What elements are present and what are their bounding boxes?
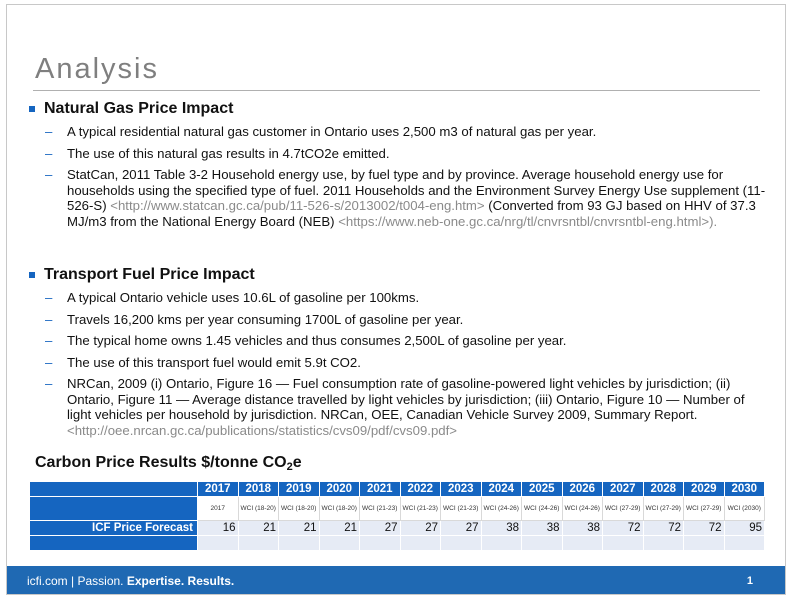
footer-results: Results. bbox=[184, 574, 235, 588]
dash-bullet-icon: – bbox=[45, 124, 53, 139]
item-text bbox=[67, 376, 769, 438]
forecast-value-cell: 21 bbox=[279, 521, 320, 536]
item-text: The use of this transport fuel would emit 5.9t CO2. bbox=[67, 354, 361, 370]
wci-cell: WCI (27-29) bbox=[643, 497, 684, 521]
empty-label-cell bbox=[30, 536, 198, 551]
square-bullet-icon bbox=[29, 106, 35, 112]
wci-cell: WCI (24-26) bbox=[522, 497, 563, 521]
year-cell: 2017 bbox=[198, 482, 239, 497]
forecast-value-cell: 38 bbox=[522, 521, 563, 536]
square-bullet-icon bbox=[29, 272, 35, 278]
source-text: StatCan, 2011 Table 3-2 Household energy use, by fuel type and by province. Average household energy use for households using the specified type of fuel. 2011 Households and the Environment Survey Energy Use supplement (11-526-S) bbox=[67, 167, 766, 213]
year-cell: 2023 bbox=[441, 482, 482, 497]
wci-cell: WCI (21-23) bbox=[400, 497, 441, 521]
footer-separator: | bbox=[67, 574, 78, 588]
forecast-value-cell: 27 bbox=[441, 521, 482, 536]
dash-bullet-icon: – bbox=[45, 167, 53, 182]
empty-cell bbox=[562, 536, 603, 551]
empty-cell bbox=[684, 536, 725, 551]
list-item bbox=[45, 124, 769, 140]
dash-bullet-icon: – bbox=[45, 333, 53, 348]
list-item bbox=[45, 376, 769, 438]
year-cell: 2022 bbox=[400, 482, 441, 497]
item-text bbox=[67, 167, 769, 229]
dash-bullet-icon: – bbox=[45, 354, 53, 370]
forecast-value-cell: 38 bbox=[562, 521, 603, 536]
wci-cell: WCI (24-26) bbox=[562, 497, 603, 521]
year-cell: 2027 bbox=[603, 482, 644, 497]
item-text: The use of this natural gas results in 4.7tCO2e emitted. bbox=[67, 145, 390, 161]
wci-cell: 2017 bbox=[198, 497, 239, 521]
year-cell: 2030 bbox=[724, 482, 765, 497]
year-cell: 2018 bbox=[238, 482, 279, 497]
source-text: (Converted from 93 GJ based on HHV of 37.3 MJ/m3 from the National Energy Board (NEB) bbox=[67, 198, 756, 229]
wci-cell: WCI (18-20) bbox=[319, 497, 360, 521]
empty-cell bbox=[481, 536, 522, 551]
source-link[interactable]: <http://oee.nrcan.gc.ca/publications/statistics/cvs09/pdf/cvs09.pdf> bbox=[67, 422, 457, 438]
item-text: A typical residential natural gas customer in Ontario uses 2,500 m3 of natural gas per year. bbox=[67, 124, 597, 139]
source-text: NRCan, 2009 (i) Ontario, Figure 16 — Fuel consumption rate of gasoline-powered light vehicles by jurisdiction; (ii) Ontario, Figure 11 — Average distance travelled by light vehicles by jurisdiction; (iii) Ontario, Figure 10 — Number of light vehicles per household by jurisdiction. NRCan, OEE, Canadian Vehicle Survey 2009, Summary Report. bbox=[67, 376, 745, 422]
forecast-value-cell: 38 bbox=[481, 521, 522, 536]
section-transport-fuel bbox=[29, 264, 769, 444]
year-cell: 2020 bbox=[319, 482, 360, 497]
footer-bar bbox=[7, 566, 786, 595]
results-heading-subscript: 2 bbox=[286, 461, 293, 473]
empty-cell bbox=[400, 536, 441, 551]
slide bbox=[6, 4, 786, 595]
forecast-row bbox=[30, 521, 765, 536]
dash-bullet-icon: – bbox=[45, 376, 53, 391]
page-title: Analysis bbox=[35, 53, 159, 85]
title-divider bbox=[33, 90, 760, 91]
year-cell: 2019 bbox=[279, 482, 320, 497]
empty-row bbox=[30, 536, 765, 551]
empty-cell bbox=[441, 536, 482, 551]
wci-cell: WCI (21-23) bbox=[441, 497, 482, 521]
source-link[interactable]: <https://www.neb-one.gc.ca/nrg/tl/cnvrsntbl/cnvrsntbl-eng.html>). bbox=[338, 213, 718, 229]
year-header-row bbox=[30, 482, 765, 497]
empty-cell bbox=[522, 536, 563, 551]
forecast-value-cell: 95 bbox=[724, 521, 765, 536]
year-cell: 2024 bbox=[481, 482, 522, 497]
item-text: The typical home owns 1.45 vehicles and thus consumes 2,500L of gasoline per year. bbox=[67, 333, 567, 348]
year-cell: 2021 bbox=[360, 482, 401, 497]
forecast-value-cell: 21 bbox=[238, 521, 279, 536]
forecast-value-cell: 27 bbox=[400, 521, 441, 536]
dash-bullet-icon: – bbox=[45, 311, 53, 327]
results-heading-main: Carbon Price Results $/tonne CO bbox=[35, 454, 287, 471]
forecast-label: ICF Price Forecast bbox=[30, 521, 198, 536]
wci-cell: WCI (27-29) bbox=[603, 497, 644, 521]
results-heading-tail: e bbox=[292, 454, 302, 471]
empty-cell bbox=[279, 536, 320, 551]
wci-cell: WCI (2030) bbox=[724, 497, 765, 521]
list-item bbox=[45, 290, 769, 306]
footer-site: icfi.com bbox=[27, 574, 68, 588]
wci-cell: WCI (24-26) bbox=[481, 497, 522, 521]
section-natural-gas bbox=[29, 98, 769, 235]
forecast-value-cell: 16 bbox=[198, 521, 239, 536]
list-item bbox=[45, 312, 769, 328]
section-heading bbox=[29, 98, 769, 120]
empty-cell bbox=[238, 536, 279, 551]
page-number: 1 bbox=[746, 575, 753, 587]
footer-passion: Passion. bbox=[77, 574, 127, 588]
footer-expertise: Expertise. bbox=[126, 574, 185, 588]
empty-cell bbox=[198, 536, 239, 551]
empty-cell bbox=[319, 536, 360, 551]
forecast-value-cell: 21 bbox=[319, 521, 360, 536]
footer-brand bbox=[27, 574, 234, 588]
wci-cell: WCI (18-20) bbox=[279, 497, 320, 521]
section-title: Transport Fuel Price Impact bbox=[44, 266, 255, 283]
list-item bbox=[45, 355, 769, 371]
forecast-value-cell: 27 bbox=[360, 521, 401, 536]
forecast-value-cell: 72 bbox=[603, 521, 644, 536]
carbon-price-table bbox=[29, 481, 765, 551]
year-cell: 2026 bbox=[562, 482, 603, 497]
section-heading bbox=[29, 264, 769, 286]
source-link[interactable]: <http://www.statcan.gc.ca/pub/11-526-s/2013002/t004-eng.htm> bbox=[110, 198, 485, 213]
dash-bullet-icon: – bbox=[45, 290, 53, 305]
bullet-list bbox=[45, 290, 769, 438]
wci-cell: WCI (27-29) bbox=[684, 497, 725, 521]
forecast-value-cell: 72 bbox=[684, 521, 725, 536]
empty-cell bbox=[360, 536, 401, 551]
item-text: A typical Ontario vehicle uses 10.6L of gasoline per 100kms. bbox=[67, 290, 420, 305]
item-text: Travels 16,200 kms per year consuming 1700L of gasoline per year. bbox=[67, 311, 464, 327]
empty-cell bbox=[603, 536, 644, 551]
bullet-list bbox=[45, 124, 769, 229]
wci-cell: WCI (21-23) bbox=[360, 497, 401, 521]
empty-cell bbox=[724, 536, 765, 551]
forecast-value-cell: 72 bbox=[643, 521, 684, 536]
dash-bullet-icon: – bbox=[45, 145, 53, 161]
list-item bbox=[45, 146, 769, 162]
wci-cell: WCI (18-20) bbox=[238, 497, 279, 521]
section-title: Natural Gas Price Impact bbox=[44, 100, 234, 117]
year-cell: 2029 bbox=[684, 482, 725, 497]
list-item bbox=[45, 167, 769, 229]
header-label-cell bbox=[30, 482, 198, 497]
list-item bbox=[45, 333, 769, 349]
year-cell: 2025 bbox=[522, 482, 563, 497]
results-heading bbox=[35, 454, 302, 473]
wci-label-cell bbox=[30, 497, 198, 521]
empty-cell bbox=[643, 536, 684, 551]
year-cell: 2028 bbox=[643, 482, 684, 497]
wci-period-row bbox=[30, 497, 765, 521]
